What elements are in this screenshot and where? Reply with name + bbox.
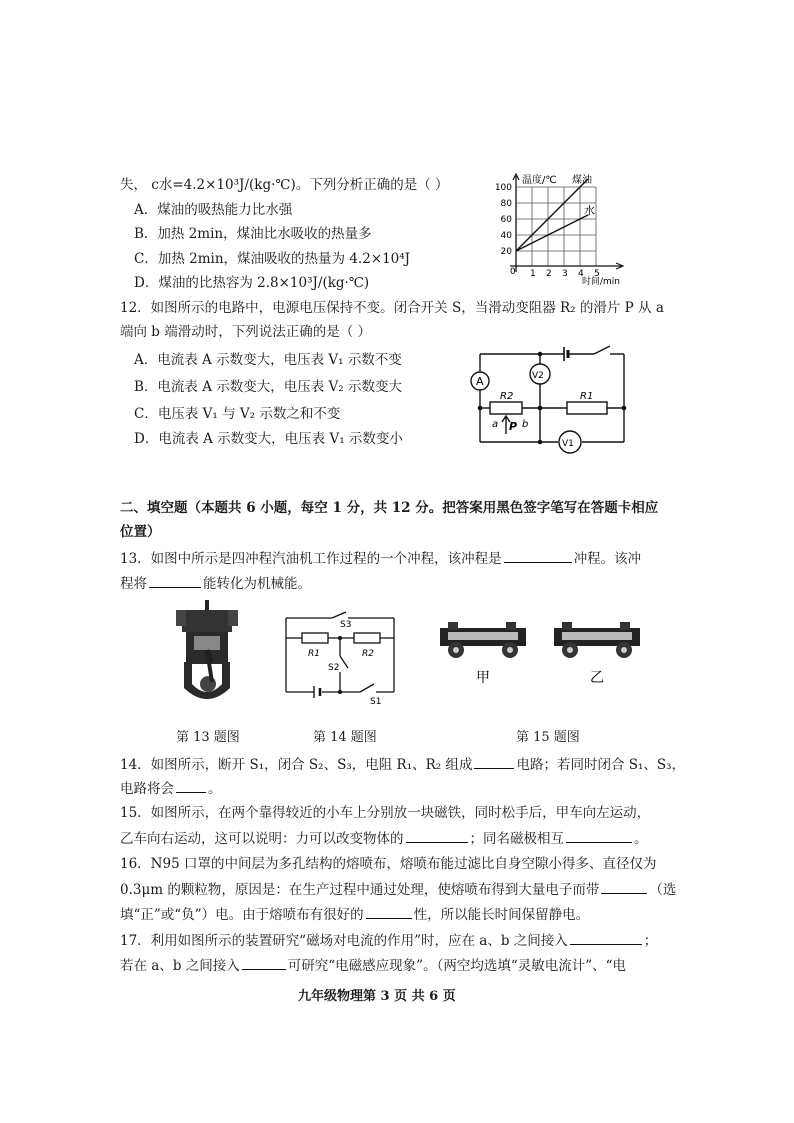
section2-heading-cont: 位置）	[120, 524, 161, 540]
q13-line2: 程将 能转化为机械能。	[120, 576, 311, 592]
q16-line3: 填“正”或“负”）电。由于熔喷布有很好的 性，所以能长时间保留静电。	[120, 907, 590, 923]
ytick: 100	[494, 183, 512, 193]
xtick: 3	[562, 269, 568, 279]
r1-label: R1	[580, 391, 594, 402]
q12-option-d: D．电流表 A 示数变大，电压表 V₁ 示数变小	[134, 431, 403, 447]
fig13-caption: 第 13 题图	[176, 730, 240, 745]
q17-line1: 17．利用如图所示的装置研究“磁场对电流的作用”时，应在 a、b 之间接入 ；	[120, 933, 658, 949]
q11-option-a: A．煤油的吸热能力比水强	[134, 202, 293, 218]
q11-option-b: B．加热 2min，煤油比水吸收的热量多	[134, 226, 372, 242]
xtick: 2	[546, 269, 552, 279]
graph-kerosene-label: 煤油	[572, 175, 592, 186]
r1-label: R1	[308, 649, 320, 659]
s1-label: S1	[370, 697, 382, 705]
q12-stem-line1: 12．如图所示的电路中，电源电压保持不变。闭合开关 S，当滑动变阻器 R₂ 的滑片 P 从 a	[120, 300, 664, 316]
q12-option-a: A．电流表 A 示数变大，电压表 V₁ 示数不变	[134, 352, 402, 368]
q17-line2: 若在 a、b 之间接入 可研究“电磁感应现象”。（两空均选填“灵敏电流计”、“电	[120, 958, 627, 974]
q14-blank-1[interactable]	[474, 755, 514, 769]
cart-left	[440, 622, 526, 658]
voltmeter-v2-label: V2	[532, 371, 544, 381]
q11-option-c: C．加热 2min，煤油吸收的热量为 4.2×10⁴J	[134, 251, 411, 267]
q16-blank-2[interactable]	[366, 905, 412, 919]
q12-stem-line2: 端向 b 端滑动时，下列说法正确的是（ ）	[120, 324, 372, 340]
q17-blank-2[interactable]	[242, 956, 286, 970]
q14-line1: 14．如图所示，断开 S₁，闭合 S₂、S₃，电阻 R₁、R₂ 组成 电路；若同时闭合 S₁、S₃，	[120, 757, 686, 773]
xtick: 5	[594, 269, 600, 279]
s2-label: S2	[328, 663, 340, 673]
q16-line2: 0.3μm 的颗粒物，原因是：在生产过程中通过处理，使熔喷布得到大量电子而带 （选	[120, 882, 677, 898]
q11-continuation: 失， c水=4.2×10³J/(kg·℃)。下列分析正确的是（ ）	[120, 177, 449, 193]
r2-label: R2	[362, 649, 374, 659]
graph-water-label: 水	[584, 204, 595, 217]
end-b-label: b	[522, 419, 529, 430]
q12-option-b: B．电流表 A 示数变大，电压表 V₂ 示数变大	[134, 379, 402, 395]
xtick: 4	[578, 269, 584, 279]
cart-right	[554, 622, 640, 658]
water-line	[516, 215, 588, 251]
q17-blank-1[interactable]	[570, 931, 642, 945]
q12-circuit-diagram	[462, 342, 637, 454]
q11-temperature-graph	[482, 170, 632, 285]
q13-blank-1[interactable]	[504, 549, 572, 563]
q15-carts-figure	[436, 618, 646, 690]
q13-blank-2[interactable]	[149, 574, 201, 588]
q15-line2: 乙车向右运动，这可以说明：力可以改变物体的 ；同名磁极相互 。	[120, 831, 648, 847]
ytick: 60	[500, 215, 512, 225]
page-footer: 九年级物理第 3 页 共 6 页	[298, 989, 456, 1004]
kerosene-line	[516, 179, 588, 251]
voltmeter-v1-label: V1	[562, 439, 574, 449]
q11-option-d: D．煤油的比热容为 2.8×10³J/(kg·℃)	[134, 275, 370, 291]
xtick: 1	[530, 269, 536, 279]
q13-line1: 13．如图中所示是四冲程汽油机工作过程的一个冲程，该冲程是 冲程。该冲	[120, 551, 642, 567]
ammeter-label: A	[476, 375, 484, 388]
q15-blank-1[interactable]	[406, 829, 468, 843]
q13-engine-figure	[172, 598, 242, 706]
graph-x-label: 时间/min	[582, 277, 621, 285]
section2-heading: 二、填空题（本题共 6 小题，每空 1 分，共 12 分。把答案用黑色签字笔写在答题卡相应	[120, 500, 659, 516]
ytick: 80	[500, 199, 512, 209]
fig14-caption: 第 14 题图	[313, 730, 377, 745]
cart-right-label: 乙	[590, 670, 604, 686]
end-a-label: a	[492, 419, 499, 430]
r2-label: R2	[500, 391, 514, 402]
q16-line1: 16．N95 口罩的中间层为多孔结构的熔喷布，熔喷布能过滤比自身空隙小得多、直径仅为	[120, 856, 657, 872]
q15-line1: 15．如图所示，在两个靠得较近的小车上分别放一块磁铁，同时松手后，甲车向左运动，	[120, 805, 651, 821]
s3-label: S3	[340, 620, 352, 630]
slider-p-label: P	[509, 420, 518, 433]
q12-option-c: C．电压表 V₁ 与 V₂ 示数之和不变	[134, 406, 341, 422]
graph-y-label: 温度/℃	[522, 175, 557, 186]
q16-blank-1[interactable]	[601, 880, 647, 894]
q14-circuit-diagram	[282, 610, 402, 705]
fig15-caption: 第 15 题图	[516, 730, 580, 745]
q15-blank-2[interactable]	[566, 829, 632, 843]
cart-left-label: 甲	[476, 670, 490, 686]
q14-line2: 电路将会 。	[120, 781, 222, 797]
ytick: 40	[500, 231, 512, 241]
ytick: 20	[500, 247, 512, 257]
q14-blank-2[interactable]	[176, 779, 206, 793]
origin-label: 0	[510, 267, 516, 277]
